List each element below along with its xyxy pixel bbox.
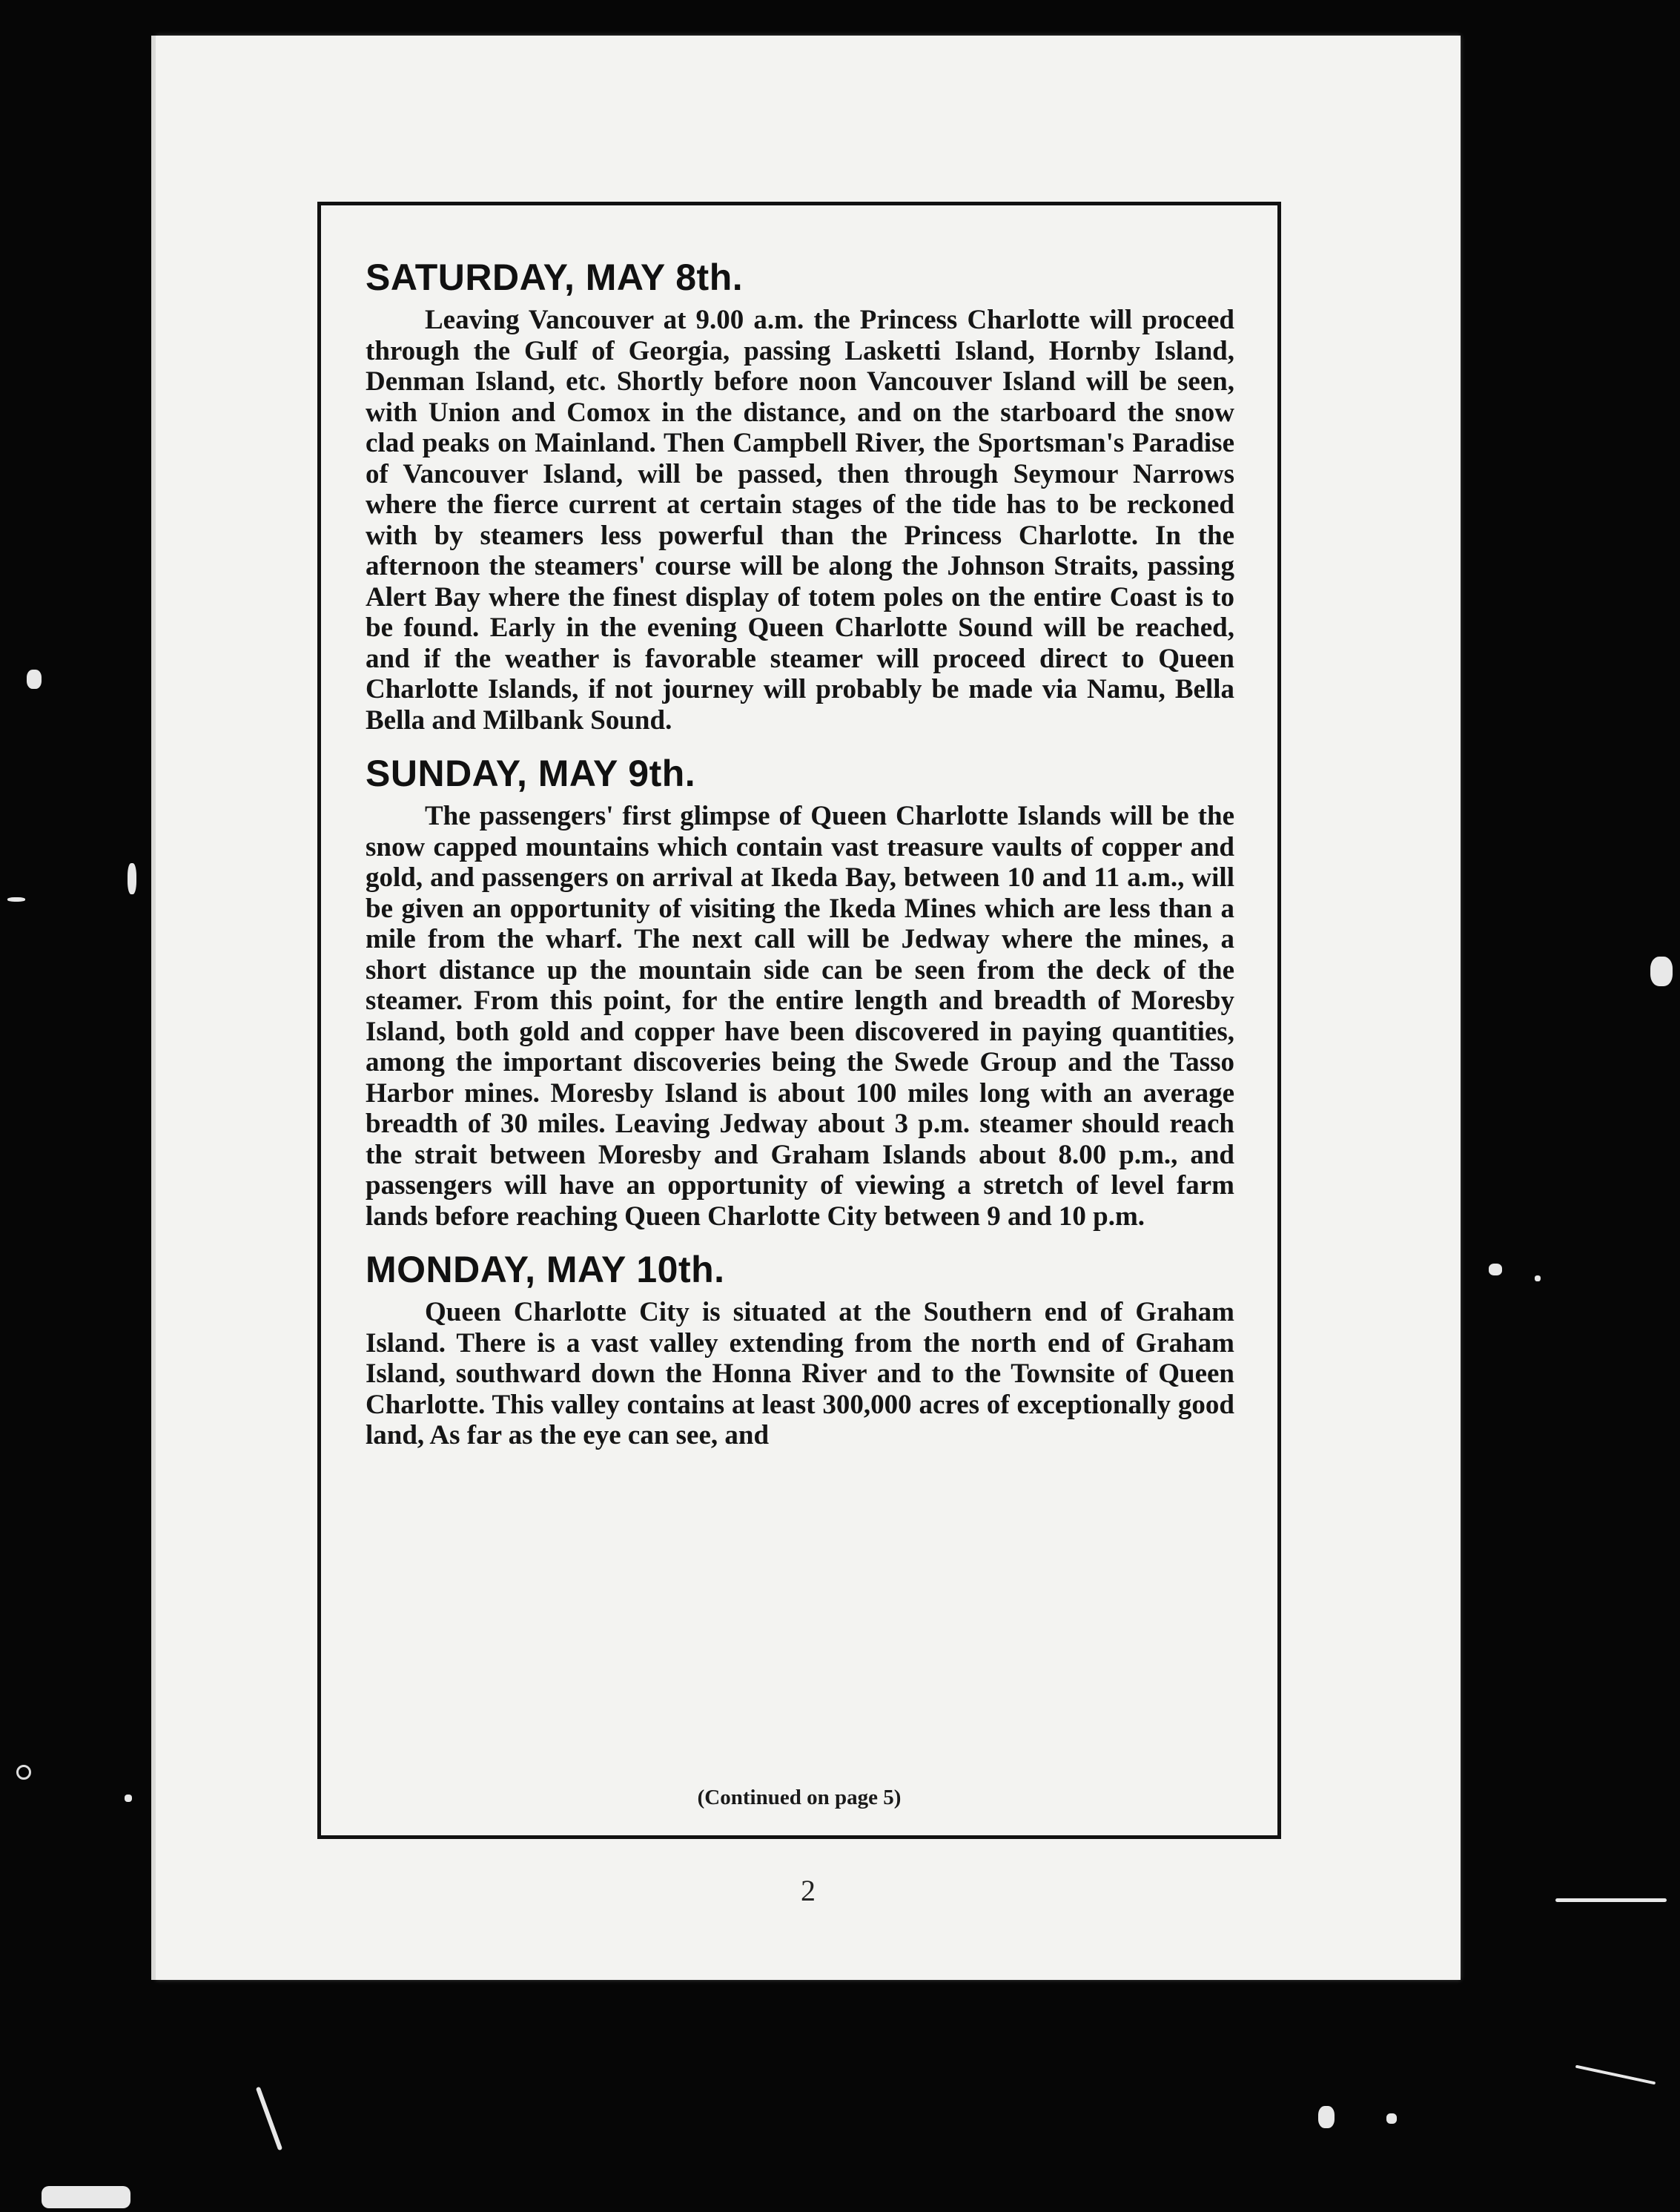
section-paragraph: Leaving Vancouver at 9.00 a.m. the Princess Charlotte will proceed through the Gulf of Georgia, passing Lasketti Island, Hornby Island, Denman Island, etc. Shortly before noon Vancouver Island will be seen, with Union and Comox in the distance, and on the starboard the snow clad peaks on Mainland. Then Campbell River, the Sportsman's Paradise of Vancouver Island, will be passed, then through Seymour Narrows where the fierce current at certain stages of the tide has to be reckoned with by steamers less powerful than the Princess Charlotte. In the afternoon the steamers' course will be along the Johnson Straits, passing Alert Bay where the finest display of totem poles on the entire Coast is to be found. Early in the evening Queen Charlotte Sound will be reached, and if the weather is favorable steamer will proceed direct to Queen Charlotte Islands, if not journey will probably be made via Namu, Bella Bella and Milbank Sound. xyxy=(366,305,1234,736)
dust-speck xyxy=(1489,1264,1502,1275)
text-frame xyxy=(317,202,1281,1839)
section-heading: MONDAY, MAY 10th. xyxy=(366,1249,725,1290)
dust-speck xyxy=(256,2087,282,2151)
section-heading: SUNDAY, MAY 9th. xyxy=(366,753,696,794)
section-monday xyxy=(366,1248,1234,1451)
section-sunday xyxy=(366,752,1234,1232)
dust-speck xyxy=(7,897,25,902)
document-page xyxy=(156,36,1461,1980)
continued-note: (Continued on page 5) xyxy=(697,1786,902,1809)
dust-speck xyxy=(1535,1275,1541,1281)
dust-speck xyxy=(1555,1898,1667,1902)
dust-speck xyxy=(1318,2106,1335,2128)
dust-speck xyxy=(16,1765,31,1780)
dust-speck xyxy=(1386,2113,1397,2124)
dust-speck xyxy=(128,863,136,894)
page-number: 2 xyxy=(801,1874,816,1907)
section-heading: SATURDAY, MAY 8th. xyxy=(366,257,744,298)
section-saturday xyxy=(366,256,1234,736)
dust-speck xyxy=(42,2186,130,2208)
section-paragraph: Queen Charlotte City is situated at the Southern end of Graham Island. There is a vast valley extending from the north end of Graham Island, southward down the Honna River and to the Townsite of Queen Charlotte. This valley contains at least 300,000 acres of exceptionally good land, As far as the eye can see, and xyxy=(366,1297,1234,1450)
dust-speck xyxy=(1650,957,1673,986)
dust-speck xyxy=(27,670,42,689)
dust-speck xyxy=(1575,2065,1656,2085)
dust-speck xyxy=(125,1795,132,1802)
section-paragraph: The passengers' first glimpse of Queen Charlotte Islands will be the snow capped mountains which contain vast treasure vaults of copper and gold, and passengers on arrival at Ikeda Bay, between 10 and 11 a.m., will be given an opportunity of visiting the Ikeda Mines which are less than a mile from the wharf. The next call will be Jedway where the mines, a short distance up the mountain side can be seen from the deck of the steamer. From this point, for the entire length and breadth of Moresby Island, both gold and copper have been discovered in paying quantities, among the important discoveries being the Swede Group and the Tasso Harbor mines. Moresby Island is about 100 miles long with an average breadth of 30 miles. Leaving Jedway about 3 p.m. steamer should reach the strait between Moresby and Graham Islands about 8.00 p.m., and passengers will have an opportunity of viewing a stretch of level farm lands before reaching Queen Charlotte City between 9 and 10 p.m. xyxy=(366,801,1234,1232)
